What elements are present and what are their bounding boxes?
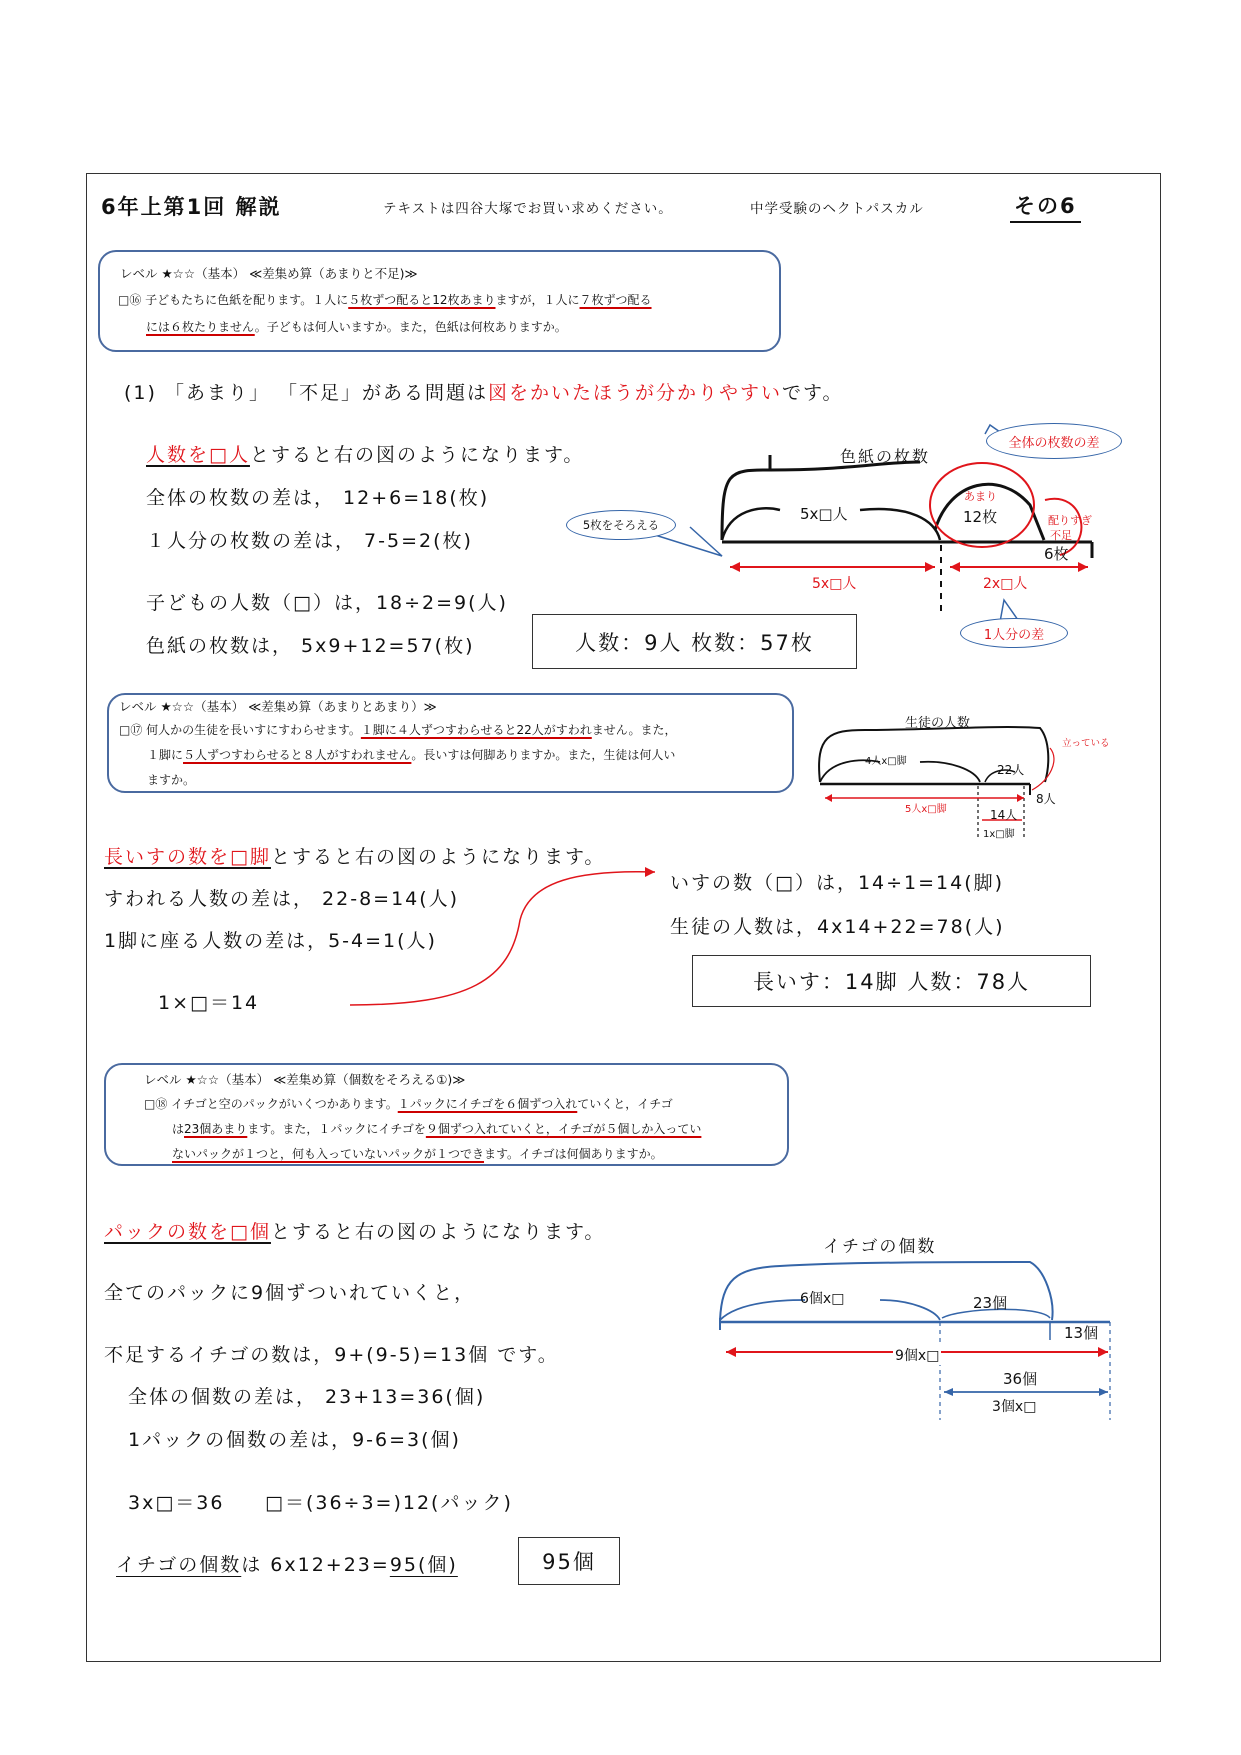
d16-fusoku-label1: 配りすぎ (1048, 514, 1092, 527)
s18-answer-box: 95個 (518, 1537, 620, 1585)
q18-text-2d: ９個ずつ入れていくと，イチゴが５個しか入ってい (425, 1122, 702, 1136)
s18-l7-b: は 6x12+23= (241, 1554, 390, 1576)
q16-text-1c: ますが，１人に (495, 293, 580, 307)
question-16-number: □⑯ (118, 293, 142, 307)
header-note-text: テキストは四谷大塚でお買い求めください。 (383, 201, 673, 217)
question-18-number: □⑱ (144, 1097, 168, 1111)
d17-inner-label: 4人x□脚 (865, 756, 907, 767)
q16-text-1a: 子どもたちに色紙を配ります。１人に (145, 293, 349, 307)
s17-answer-box: 長いす：14脚 人数：78人 (692, 955, 1091, 1007)
d18-23-label: 23個 (973, 1294, 1008, 1312)
d17-14-label: 14人 (990, 808, 1018, 822)
d16-amari-value: 12枚 (963, 508, 998, 526)
d18-3x-label: 3個x□ (992, 1399, 1037, 1415)
q16-text-2b: 。子どもは何人いますか。また，色紙は何枚ありますか。 (254, 320, 567, 334)
d18-title: イチゴの個数 (823, 1237, 937, 1257)
q18-text-1a: イチゴと空のパックがいくつかあります。 (171, 1097, 398, 1111)
d16-inner-label: 5x□人 (800, 505, 848, 523)
page-number: その6 (1010, 190, 1081, 223)
d18-13-label: 13個 (1064, 1324, 1099, 1342)
s17-l1-b: とすると右の図のようになります。 (270, 846, 606, 868)
s16-intro-a: (1) 「あまり」 「不足」がある問題は (124, 382, 488, 404)
d17-8-label: 8人 (1036, 792, 1056, 806)
s16-line3: １人分の枚数の差は， 7-5=2(枚) (146, 530, 473, 552)
s17-line4: 1×□＝14 (158, 992, 260, 1014)
d18-inner-label: 6個x□ (800, 1291, 845, 1307)
page-title: 6年上第1回 解説 (101, 195, 282, 219)
s16-intro-c: です。 (782, 382, 844, 404)
bubble-one-person-diff: 1人分の差 (960, 618, 1068, 648)
d17-arrow1-label: 5人x□脚 (905, 804, 947, 815)
q16-text-2a: には６枚たりません (146, 320, 255, 334)
s18-line2: 全てのパックに9個ずついれていくと， (104, 1282, 476, 1304)
d18-36-label: 36個 (1003, 1370, 1038, 1388)
q16-text-1b: ５枚ずつ配ると12枚あまり (348, 293, 496, 307)
s18-line4: 全体の個数の差は， 23+13=36(個) (128, 1386, 486, 1408)
d16-six-label: 6枚 (1044, 545, 1069, 563)
q17-text-1a: 何人かの生徒を長いすにすわらせます。 (146, 723, 361, 737)
d16-title: 色紙の枚数 (840, 447, 931, 466)
q17-text-2c: 。長いすは何脚ありますか。また，生徒は何人い (411, 748, 676, 762)
q18-text-2a: は (172, 1122, 185, 1136)
s17-right1: いすの数（□）は，14÷1=14(脚) (670, 872, 1005, 894)
q18-text-2b: 23個あまり (184, 1122, 248, 1136)
d17-1x-label: 1x□脚 (983, 829, 1015, 840)
q18-text-3a: ないパックが１つと，何も入っていないパックが１つでき (172, 1147, 485, 1161)
s17-l1-a: 長いすの数を□脚 (104, 846, 271, 868)
s18-line6a: 3x□＝36 (128, 1492, 225, 1514)
d18-arrow1-label: 9個x□ (893, 1345, 941, 1365)
q18-text-3b: ます。イチゴは何個ありますか。 (484, 1147, 663, 1161)
s18-l1-b: とすると右の図のようになります。 (270, 1221, 606, 1243)
s18-line5: 1パックの個数の差は，9-6=3(個) (128, 1429, 461, 1451)
q18-text-1b: １パックにイチゴを６個ずつ入れ (397, 1097, 578, 1111)
bubble-five-sheets: 5枚をそろえる (566, 510, 676, 540)
s18-l1-a: パックの数を□個 (104, 1221, 271, 1243)
d17-standing-label: 立っている (1062, 738, 1110, 749)
s18-l7-a: イチゴの個数 (116, 1554, 242, 1576)
d16-fusoku-label2: 不足 (1050, 529, 1072, 542)
d16-arrow1-label: 5x□人 (812, 576, 857, 592)
d16-arrow2-label: 2x□人 (983, 576, 1028, 592)
s16-l1-b: とすると右の図のようになります。 (249, 444, 585, 466)
s16-answer-box: 人数：9人 枚数：57枚 (532, 614, 857, 669)
question-17-line3: ますか。 (147, 773, 196, 787)
s18-l7-c: 95(個) (389, 1554, 458, 1576)
s18-line3: 不足するイチゴの数は，9+(9-5)=13個 です。 (104, 1344, 559, 1366)
s16-line2: 全体の枚数の差は， 12+6=18(枚) (146, 487, 490, 509)
s16-l1-a: 人数を□人 (146, 444, 250, 466)
header-site-name: 中学受験のヘクトパスカル (750, 201, 924, 217)
question-16-level: レベル ★☆☆（基本） ≪差集め算（あまりと不足)≫ (120, 266, 418, 281)
s17-right2: 生徒の人数は，4x14+22=78(人) (670, 916, 1005, 938)
s16-intro-b: 図をかいたほうが分かりやすい (488, 382, 783, 404)
bubble-total-diff: 全体の枚数の差 (986, 423, 1122, 459)
question-18-level: レベル ★☆☆（基本） ≪差集め算（個数をそろえる①)≫ (144, 1072, 466, 1087)
s18-line6b: □＝(36÷3=)12(パック) (265, 1492, 513, 1514)
s16-line4: 子どもの人数（□）は，18÷2=9(人) (146, 592, 508, 614)
s17-line2: すわれる人数の差は， 22-8=14(人) (104, 888, 460, 910)
q17-text-1c: ません。また， (591, 723, 677, 737)
d17-22-label: 22人 (997, 763, 1025, 777)
q18-text-1c: ていくと，イチゴ (577, 1097, 673, 1111)
d16-amari-label: あまり (964, 490, 997, 503)
q17-text-1b: １脚に４人ずつすわらせると22人がすわれ (360, 723, 592, 737)
question-17-number: □⑰ (119, 723, 143, 737)
s16-line5: 色紙の枚数は， 5x9+12=57(枚) (146, 635, 475, 657)
q16-text-1d: ７枚ずつ配る (579, 293, 652, 307)
d17-title: 生徒の人数 (905, 716, 971, 731)
q17-text-2b: ５人ずつすわらせると８人がすわれません (183, 748, 412, 762)
q18-text-2c: ます。また，１パックにイチゴを (247, 1122, 426, 1136)
question-17-level: レベル ★☆☆（基本） ≪差集め算（あまりとあまり）≫ (119, 699, 437, 714)
s17-line3: 1脚に座る人数の差は，5-4=1(人) (104, 930, 437, 952)
q17-text-2a: １脚に (147, 748, 184, 762)
